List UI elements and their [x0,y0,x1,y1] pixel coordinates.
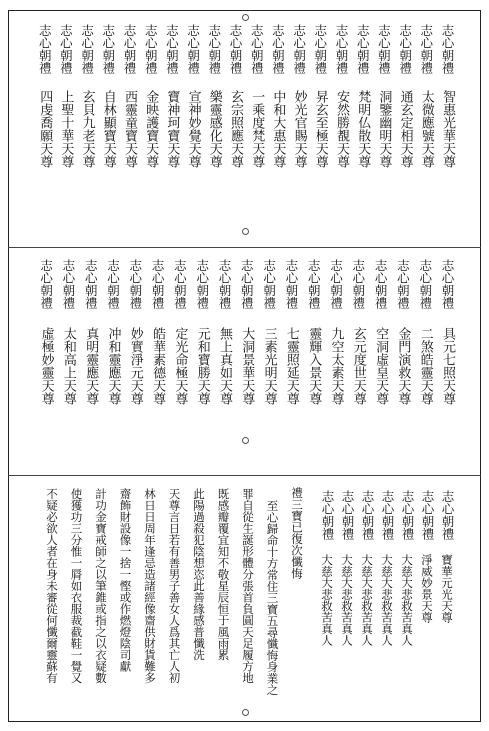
deity-name: 妙實淨元天尊 [127,327,143,405]
prayer-label: 志心朝禮 [105,259,121,309]
prayer-label: 志心朝禮 [83,259,99,309]
prayer-label: 志心朝禮 [172,259,188,309]
prayer-label: 志心朝禮 [185,24,201,74]
repentance-line: 至心歸命十方常住三寶五尋懺悔身業之 [265,500,280,696]
deity-name: 昇玄至極天尊 [312,90,328,168]
prayer-label: 志心朝禮 [217,259,232,309]
deity-name: 太微應號天尊 [418,90,434,168]
deity-name: 寶神珂寶天尊 [164,90,180,168]
binding-hole-bottom [242,709,249,716]
repentance-line: 計功金寶戒師之以筆錐或指之以衣疑數 [94,488,108,684]
prayer-label: 志心朝禮 [312,24,328,74]
deity-name: 定光命極天尊 [172,327,188,405]
prayer-label: 志心朝禮 [270,24,286,74]
prayer-label: 志心朝禮 [440,24,455,74]
deity-name: 樂靈感化天尊 [206,90,222,168]
deity-name: 太和高上天尊 [60,327,76,405]
deity-name: 宣神妙覺天尊 [185,90,201,168]
fold-line-upper [8,247,481,248]
prayer-label: 志心朝禮 [100,24,116,74]
prayer-label: 志心朝禮 [58,24,74,74]
prayer-label: 志心朝禮 [164,24,180,74]
prayer-label: 志心朝禮 [418,24,434,74]
prayer-label: 志心朝禮 [79,24,95,74]
binding-hole-top [242,14,249,21]
prayer-label: 志心朝禮 [380,490,395,540]
prayer-label: 志心朝禮 [440,490,455,540]
prayer-label: 志心朝禮 [397,24,413,74]
rite-name: 大慈大悲救苦真人 [340,554,354,646]
rite-name: 寶華元光天尊 [440,554,454,623]
prayer-label: 志心朝禮 [440,259,455,309]
prayer-label: 志心朝禮 [420,490,435,540]
deity-name: 妙光官賜天尊 [291,90,307,168]
deity-name: 無上真如天尊 [217,327,232,405]
rite-name: 大慈大悲救苦真人 [380,554,394,646]
repentance-line: 使獲功三分惟一脣如衣服裁截鞋一覺又 [69,488,84,684]
rite-name: 大慈大悲救苦真人 [400,554,414,646]
prayer-label: 志心朝禮 [355,24,371,74]
deity-name: 智惠光華天尊 [440,90,455,168]
prayer-label: 志心朝禮 [249,24,265,74]
deity-name: 空洞虛皇天尊 [373,327,389,405]
fold-line-lower [8,475,481,476]
prayer-label: 志心朝禮 [373,259,389,309]
prayer-label: 志心朝禮 [127,259,143,309]
deity-name: 金門演救天尊 [395,327,411,405]
repentance-line: 林日日周年逢忌造諸經像齋供財貨難多 [143,488,157,684]
deity-name: 上聖十華天尊 [58,90,74,168]
prayer-label: 志心朝禮 [350,259,366,309]
repentance-line: 此陽過殺犯陰想恣此善緣感普懺洗 [192,488,206,661]
deity-name: 自林顯寶天尊 [100,90,116,168]
deity-name: 梵明仏散天尊 [355,90,371,168]
prayer-label: 志心朝禮 [122,24,137,74]
prayer-label: 志心朝禮 [306,259,322,309]
deity-name: 二煞皓靈天尊 [417,327,433,405]
rite-name: 大慈大悲救苦真人 [360,554,374,646]
repentance-line: 天尊言日若有善男子善女人爲其亡人初 [167,488,182,684]
prayer-label: 志心朝禮 [417,259,433,309]
deity-name: 虛極妙靈天尊 [38,327,54,405]
deity-name: 安然勝覩天尊 [334,90,349,168]
prayer-label: 志心朝禮 [228,24,243,74]
repentance-line: 罪自從生誕形體分張首負圓天足履方地 [241,488,255,684]
deity-name: 具元七照天尊 [440,327,455,405]
prayer-label: 志心朝禮 [320,490,335,540]
prayer-label: 志心朝禮 [37,24,53,74]
prayer-label: 志心朝禮 [143,24,159,74]
deity-name: 通玄定相天尊 [397,90,413,168]
deity-name: 皓華素德天尊 [150,327,166,405]
prayer-label: 志心朝禮 [38,259,54,309]
deity-name: 玄宗照應天尊 [228,90,243,168]
deity-name: 冲和靈應天尊 [105,327,121,405]
prayer-label: 志心朝禮 [334,24,349,74]
deity-name: 元和寶勝天尊 [194,327,210,405]
prayer-label: 志心朝禮 [150,259,166,309]
prayer-label: 志心朝禮 [328,259,344,309]
prayer-label: 志心朝禮 [60,259,76,309]
rite-name: 淨威妙景天尊 [420,554,434,623]
prayer-label: 志心朝禮 [400,490,415,540]
prayer-label: 志心朝禮 [395,259,411,309]
prayer-label: 志心朝禮 [239,259,255,309]
deity-name: 西靈童寶天尊 [122,90,137,168]
deity-name: 中和大惠天尊 [270,90,286,168]
prayer-label: 志心朝禮 [206,24,222,74]
repentance-line: 禮三寶已復次懺悔 [290,487,304,579]
binding-hole-upper [242,228,249,235]
deity-name: 四虔喬願天尊 [37,90,53,168]
binding-hole-lower [242,437,249,444]
prayer-label: 志心朝禮 [194,259,210,309]
repentance-line: 既感瓣覆宜知不敬星辰恒于風雨累 [216,488,231,661]
repentance-line: 齋飾財設像一捨一慳或作燃燈陰司獻 [118,488,133,672]
prayer-label: 志心朝禮 [291,24,307,74]
deity-name: 玄元度世天尊 [350,327,366,405]
deity-name: 洞鑒幽明天尊 [376,90,392,168]
repentance-line: 不疑必欲人者在身未審從何懺爾靈蘇有 [45,488,59,684]
deity-name: 金映護寶天尊 [143,90,159,168]
deity-name: 真明靈應天尊 [83,327,99,405]
deity-name: 一乘度梵天尊 [249,90,265,168]
deity-name: 七靈照延天尊 [283,327,299,405]
prayer-label: 志心朝禮 [360,490,375,540]
prayer-label: 志心朝禮 [376,24,392,74]
prayer-label: 志心朝禮 [261,259,277,309]
deity-name: 九空太素天尊 [328,327,344,405]
prayer-label: 志心朝禮 [340,490,355,540]
deity-name: 三素光明天尊 [261,327,277,405]
deity-name: 玄貝九老天尊 [79,90,95,168]
prayer-label: 志心朝禮 [283,259,299,309]
deity-name: 大洞景華天尊 [239,327,255,405]
rite-name: 大慈大悲救苦真人 [320,554,334,646]
deity-name: 靈輝入景天尊 [306,327,322,405]
